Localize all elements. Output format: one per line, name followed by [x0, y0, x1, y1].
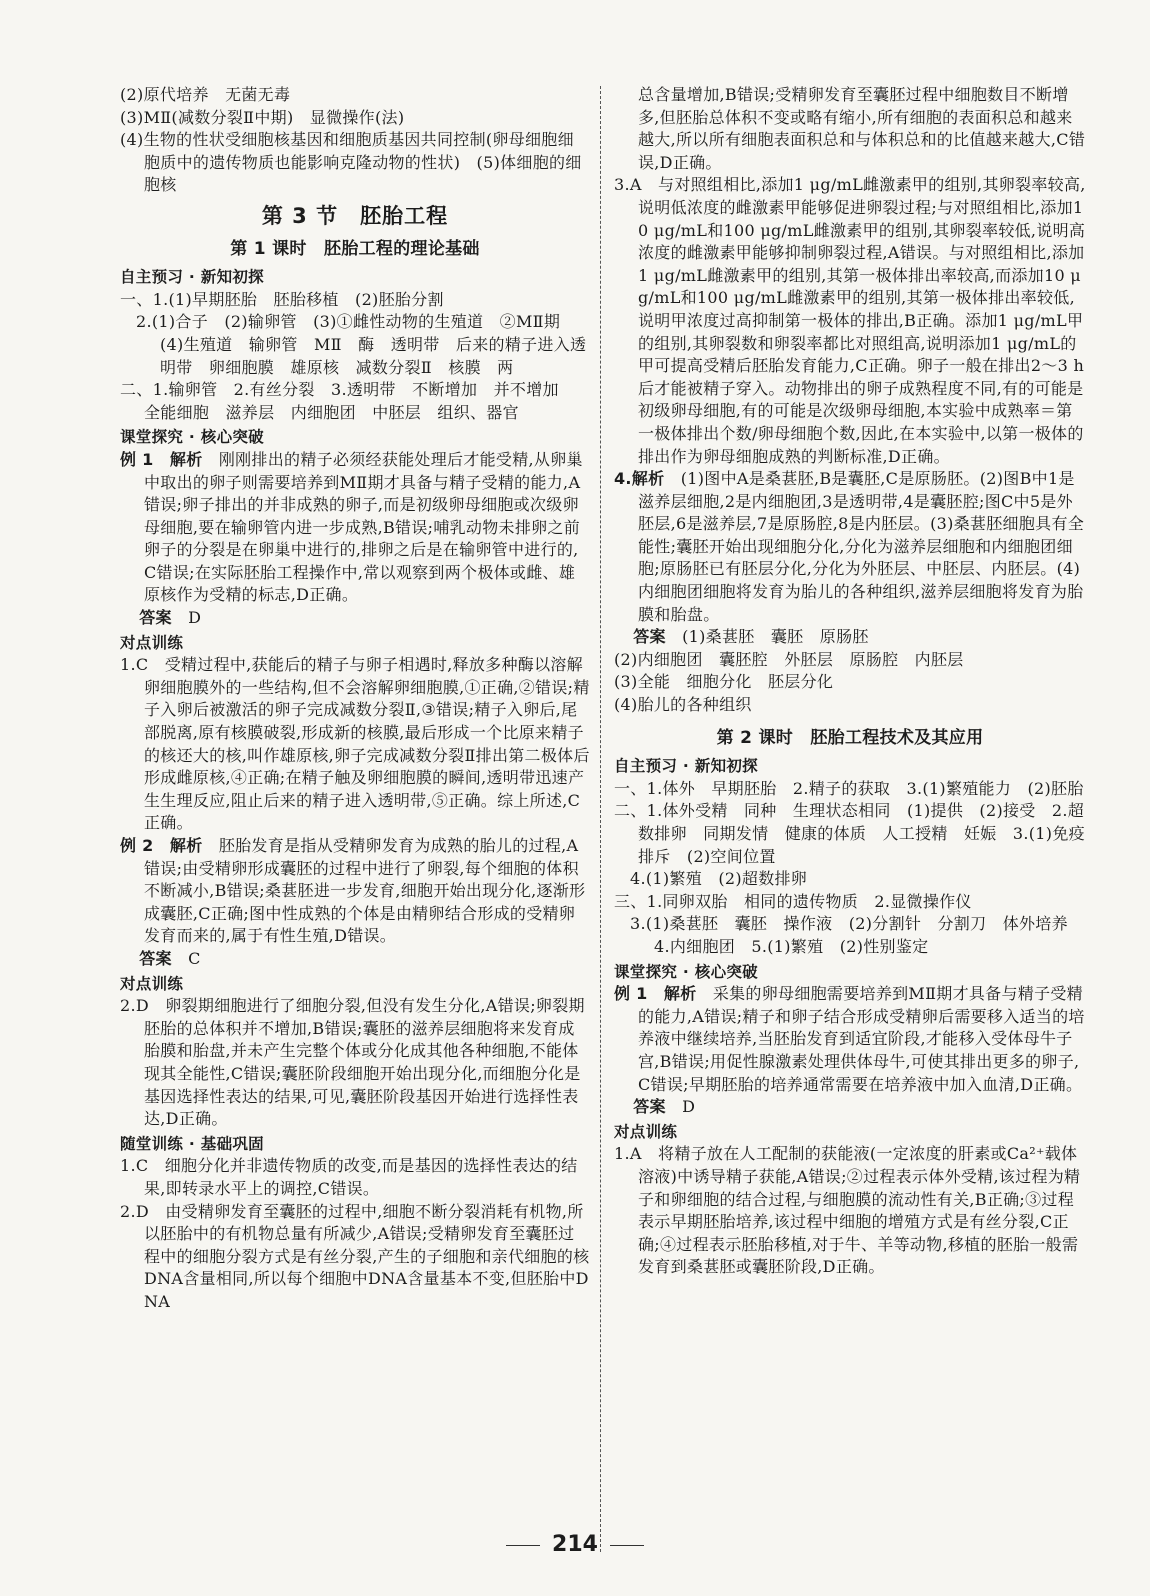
- answer-line: (2)内细胞团 囊胚腔 外胚层 原肠腔 内胚层: [614, 649, 964, 669]
- example-1: [120, 449, 590, 607]
- drill-heading: 对点训练: [120, 974, 184, 993]
- page-number-dash: [506, 1545, 540, 1546]
- example-label: 例 1 解析: [614, 984, 697, 1004]
- drill-text: 1.C 受精过程中,获能后的精子与卵子相遇时,释放多种酶以溶解卵细胞膜外的一些结构,但不会溶解卵细胞膜,①正确,②错误;精子入卵后被激活的卵子完成减数分裂Ⅱ,③错误;精子入卵后,尾部脱离,原有核膜破裂,形成新的核膜,最后形成一个比原来精子的核还大的核,叫作雄原核,卵子完成减数分裂Ⅱ排出第二极体后形成雌原核,④正确;在精子触及卵细胞膜的瞬间,透明带迅速产生生理反应,阻止后来的精子进入透明带,⑤正确。综上所述,C正确。: [120, 655, 590, 833]
- example-text: 刚刚排出的精子必须经获能处理后才能受精,从卵巢中取出的卵子则需要培养到MⅡ期才具备与精子受精的能力,A错误;卵子排出的并非成熟的卵子,而是初级卵母细胞或次级卵母细胞,要在输卵管内进一步成熟,B错误;哺乳动物未排卵之前卵子的分裂是在卵巢中进行的,排卵之后是在输卵管中进行的,C错误;在实际胚胎工程操作中,常以观察到两个极体或雌、雄原核作为受精的标志,D正确。: [144, 449, 583, 605]
- example-text: 胚胎发育是指从受精卵发育为成熟的胎儿的过程,A错误;由受精卵形成囊胚的过程中进行了卵裂,每个细胞的体积不断减小,B错误;桑葚胚进一步发育,细胞开始出现分化,逐渐形成囊胚,C正确;图中性成熟的个体是由精卵结合形成的受精卵发育而来的,属于有性生殖,D错误。: [144, 836, 586, 946]
- question-4: [614, 468, 1086, 626]
- page-number-value: 214: [552, 1532, 598, 1557]
- lesson-title: 第 2 课时 胚胎工程技术及其应用: [716, 727, 984, 748]
- left-column: [120, 84, 590, 1313]
- answer-label: 答案: [139, 948, 172, 968]
- answer-label: 答案: [633, 1097, 666, 1117]
- preview-heading: 自主预习 · 新知初探: [120, 268, 264, 287]
- drill-text: 1.A 将精子放在人工配制的获能液(一定浓度的肝素或Ca²⁺载体溶液)中诱导精子获能,A错误;②过程表示体外受精,该过程为精子和卵细胞的结合过程,与细胞膜的流动性有关,B正确;③过程表示早期胚胎培养,该过程中细胞的增殖方式是有丝分裂,C正确;④过程表示胚胎移植,对于牛、羊等动物,移植的胚胎一般需发育到桑葚胚或囊胚阶段,D正确。: [614, 1144, 1081, 1277]
- preview-line: 一、1.体外 早期胚胎 2.精子的获取 3.(1)繁殖能力 (2)胚胎: [614, 778, 1084, 798]
- preview-line: 三、1.同卵双胎 相同的遗传物质 2.显微操作仪: [614, 891, 972, 911]
- intro-line: (2)原代培养 无菌无毒: [120, 85, 291, 104]
- section-title: 第 3 节 胚胎工程: [261, 203, 449, 228]
- answer-value: D: [682, 1097, 696, 1117]
- drill-heading: 对点训练: [614, 1122, 678, 1141]
- example-text: 采集的卵母细胞需要培养到MⅡ期才具备与精子受精的能力,A错误;精子和卵子结合形成受精卵后需要移入适当的培养液中继续培养,当胚胎发育到适宜阶段,才能移入受体母牛子宫,B错误;用促性腺激素处理供体母牛,可使其排出更多的卵子,C错误;早期胚胎的培养通常需要在培养液中加入血清,D正确。: [638, 984, 1085, 1094]
- lesson-title: 第 1 课时 胚胎工程的理论基础: [230, 238, 480, 259]
- preview-heading: 自主预习 · 新知初探: [614, 757, 758, 776]
- preview-line: 4.(1)繁殖 (2)超数排卵: [630, 869, 808, 889]
- drill-text: 2.D 卵裂期细胞进行了细胞分裂,但没有发生分化,A错误;卵裂期胚胎的总体积并不增加,B错误;囊胚的滋养层细胞将来发育成胎膜和胎盘,并未产生完整个体或分化成其他各种细胞,不能体现其全能性,C错误;囊胚阶段细胞开始出现分化,而细胞分化是基因选择性表达的结果,可见,囊胚阶段基因开始进行选择性表达,D正确。: [120, 996, 585, 1129]
- example-2: [120, 835, 590, 948]
- question-3: 3.A 与对照组相比,添加1 μg/mL雌激素甲的组别,其卵裂率较高,说明低浓度的雌激素甲能够促进卵裂过程;与对照组相比,添加10 μg/mL和100 μg/mL雌激素甲的组别,其卵裂率较低,说明高浓度的雌激素甲能够抑制卵裂过程,A错误。与对照组相比,添加1 μg/mL雌激素甲的组别,其第一极体排出率较高,而添加10 μg/mL和100 μg/mL雌激素甲的组别,其第一极体排出率较低,说明甲浓度过高抑制第一极体的排出,B正确。添加1 μg/mL甲的组别,其卵裂数和卵裂率都比对照组高,说明添加1 μg/mL的甲可提高受精后胚胎发育能力,C正确。卵子一般在排出2～3 h后才能被精子穿入。动物排出的卵子成熟程度不同,有的可能是初级卵母细胞,有的可能是次级卵母细胞,本实验中成熟率＝第一极体排出个数/卵母细胞个数,因此,在本实验中,以第一极体的排出作为卵母细胞成熟的判断标准,D正确。: [614, 175, 1086, 466]
- preview-line: 二、1.输卵管 2.有丝分裂 3.透明带 不断增加 并不增加 全能细胞 滋养层 内细胞团 中胚层 组织、器官: [120, 380, 576, 422]
- follow-question: 2.D 由受精卵发育至囊胚的过程中,细胞不断分裂消耗有机物,所以胚胎中的有机物总量有所减少,A错误;受精卵发育至囊胚过程中的细胞分裂方式是有丝分裂,产生的子细胞和亲代细胞的核DNA含量相同,所以每个细胞中DNA含量基本不变,但胚胎中DNA: [120, 1201, 590, 1311]
- answer-line: (4)胎儿的各种组织: [614, 695, 752, 715]
- answer-label: 答案: [139, 608, 172, 628]
- continued-text: 总含量增加,B错误;受精卵发育至囊胚过程中细胞数目不断增多,但胚胎总体积不变或略有缩小,所有细胞的表面积总和越来越大,所以所有细胞表面积总和与体积总和的比值越来越大,C错误,D正确。: [638, 85, 1086, 172]
- answer-value: C: [188, 948, 201, 968]
- column-divider: [600, 86, 601, 1552]
- answer-line: [614, 1096, 1086, 1119]
- follow-question: 1.C 细胞分化并非遗传物质的改变,而是基因的选择性表达的结果,即转录水平上的调控,C错误。: [120, 1156, 578, 1198]
- preview-line: 3.(1)桑葚胚 囊胚 操作液 (2)分割针 分割刀 体外培养 4.内细胞团 5.(1)繁殖 (2)性别鉴定: [630, 914, 1085, 956]
- question-text: (1)图中A是桑葚胚,B是囊胚,C是原肠胚。(2)图B中1是滋养层细胞,2是内细胞团,3是透明带,4是囊胚腔;图C中5是外胚层,6是滋养层,7是原肠腔,8是内胚层。(3)桑葚胚细胞具有全能性;囊胚开始出现细胞分化,分化为滋养层细胞和内细胞团细胞;原肠胚已有胚层分化,分化为外胚层、中胚层、内胚层。(4)内细胞团细胞将发育为胎儿的各种组织,滋养层细胞将发育为胎膜和胎盘。: [638, 469, 1085, 624]
- follow-heading: 随堂训练 · 基础巩固: [120, 1134, 264, 1153]
- right-column: [614, 84, 1086, 1279]
- answer-line: [120, 948, 590, 971]
- intro-line: (4)生物的性状受细胞核基因和细胞质基因共同控制(卵母细胞细胞质中的遗传物质也能影响克隆动物的性状) (5)体细胞的细胞核: [120, 130, 582, 195]
- answer-line: (3)全能 细胞分化 胚层分化: [614, 672, 834, 692]
- question-label: 4.解析: [614, 469, 665, 489]
- preview-line: 一、1.(1)早期胚胎 胚胎移植 (2)胚胎分割: [120, 289, 444, 309]
- explore-heading: 课堂探究 · 核心突破: [120, 428, 264, 447]
- answer-label: 答案: [633, 627, 666, 647]
- answer-line: [120, 607, 590, 630]
- preview-line: 二、1.体外受精 同种 生理状态相同 (1)提供 (2)接受 2.超数排卵 同期发情 健康的体质 人工授精 妊娠 3.(1)免疫排斥 (2)空间位置: [614, 801, 1085, 866]
- answer-value: D: [188, 608, 202, 628]
- example-label: 例 1 解析: [120, 449, 203, 469]
- answer-value: (1)桑葚胚 囊胚 原肠胚: [682, 627, 869, 647]
- drill-heading: 对点训练: [120, 633, 184, 652]
- answer-line: [614, 626, 1086, 649]
- example-label: 例 2 解析: [120, 836, 203, 855]
- intro-line: (3)MⅡ(减数分裂Ⅱ中期) 显微操作(法): [120, 107, 405, 127]
- page-number-dash: [610, 1545, 644, 1546]
- example-1: [614, 983, 1086, 1096]
- explore-heading: 课堂探究 · 核心突破: [614, 962, 758, 981]
- page-number: [0, 1532, 1150, 1557]
- preview-line: 2.(1)合子 (2)输卵管 (3)①雌性动物的生殖道 ②MⅡ期 (4)生殖道 输卵管 MⅡ 酶 透明带 后来的精子进入透明带 卵细胞膜 雄原核 减数分裂Ⅱ 核膜 两: [136, 312, 587, 377]
